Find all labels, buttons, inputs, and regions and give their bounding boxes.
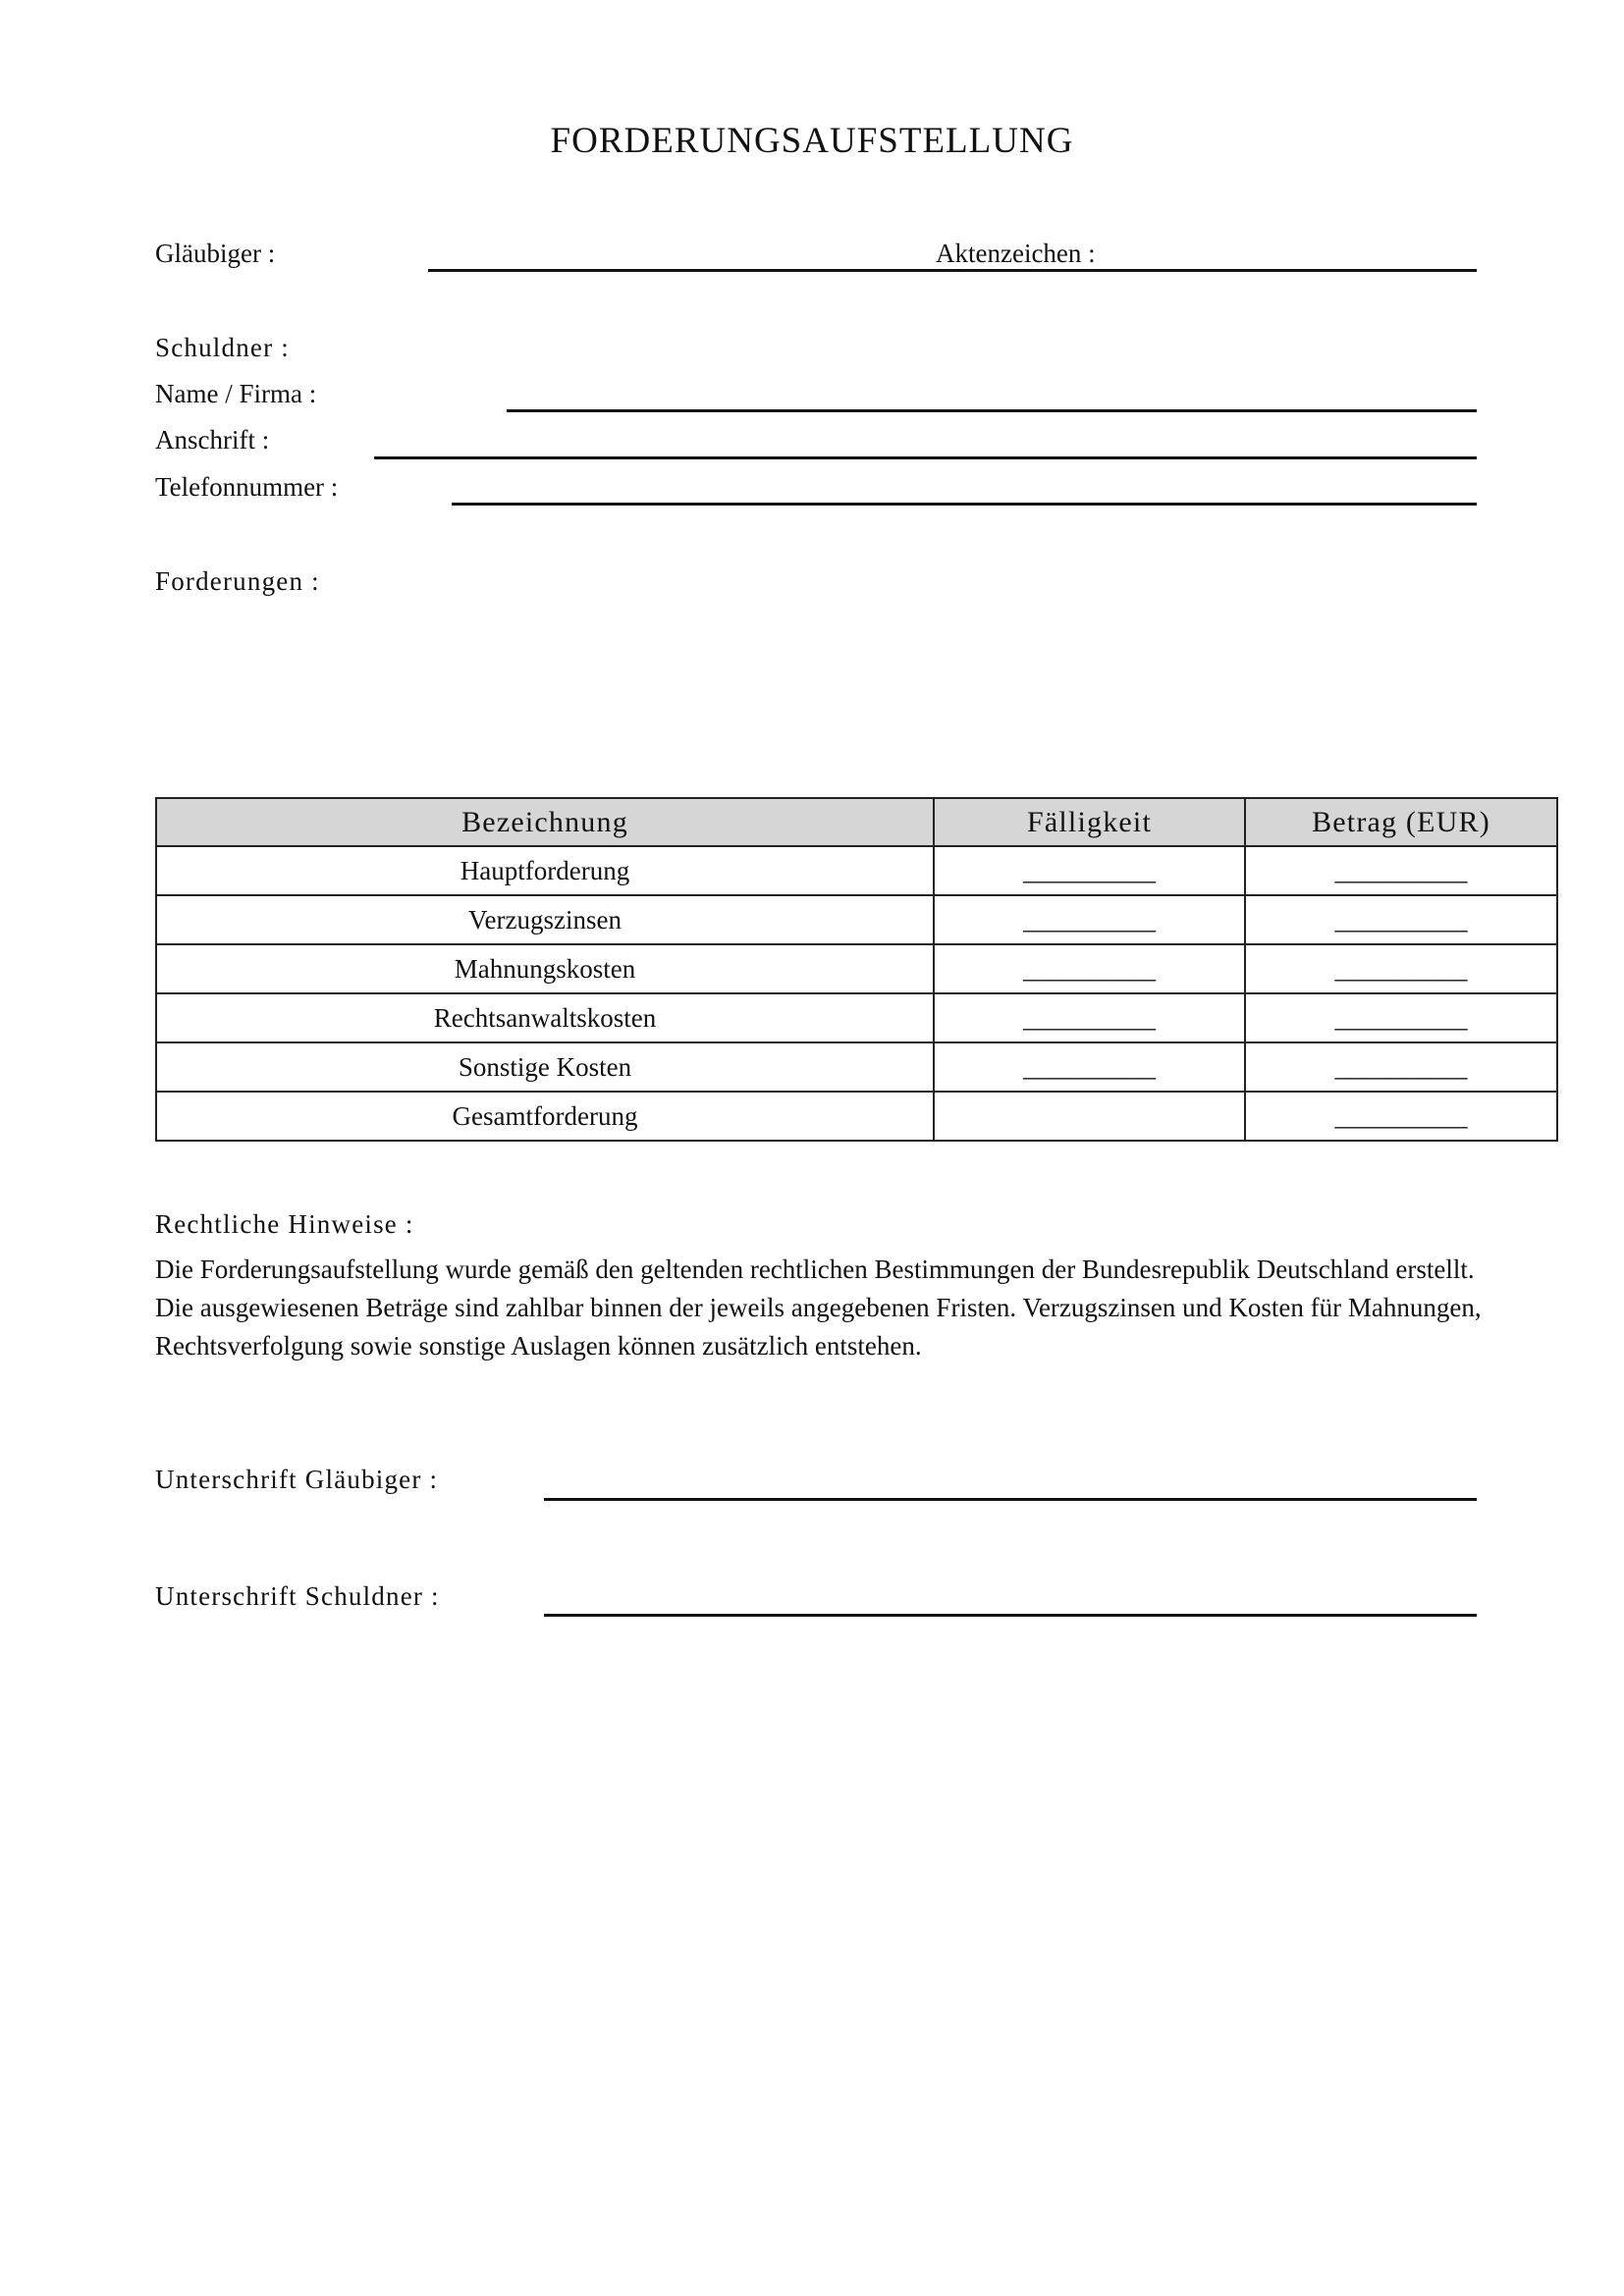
debtor-signature-line[interactable] — [544, 1614, 1477, 1617]
debtor-phone-label: Telefonnummer : — [155, 472, 339, 502]
claim-due-cell — [934, 1092, 1245, 1141]
debtor-address-field-line[interactable] — [374, 456, 1477, 459]
debtor-name-label: Name / Firma : — [155, 379, 317, 408]
legal-notes-text: Die Forderungsaufstellung wurde gemäß den geltenden rechtlichen Bestimmungen der Bundesrepublik Deutschland erstellt. Die ausgewiesenen Beträge sind zahlbar binnen der jeweils angegebenen Fristen. Verzugszinsen und Kosten für Mahnungen, Rechtsverfolgung sowie sonstige Auslagen können zusätzlich entstehen. — [155, 1255, 1482, 1361]
claims-section-label: Forderungen : — [155, 566, 320, 596]
document-title: FORDERUNGSAUFSTELLUNG — [550, 121, 1074, 161]
debtor-signature-label: Unterschrift Schuldner : — [155, 1581, 440, 1611]
creditor-label: Gläubiger : — [155, 239, 276, 268]
claims-header-row — [156, 798, 1557, 846]
creditor-signature-label: Unterschrift Gläubiger : — [155, 1465, 439, 1494]
table-row — [156, 895, 1557, 944]
claim-amount-cell[interactable]: __________ — [1245, 993, 1557, 1042]
file-number-label: Aktenzeichen : — [936, 239, 1096, 268]
claim-amount-cell[interactable]: __________ — [1245, 1092, 1557, 1141]
table-row — [156, 846, 1557, 895]
claim-due-cell[interactable]: __________ — [934, 846, 1245, 895]
claim-amount-cell[interactable]: __________ — [1245, 944, 1557, 993]
debtor-section-label: Schuldner : — [155, 333, 290, 362]
claim-name-cell: Mahnungskosten — [156, 944, 934, 993]
claim-name-cell: Gesamtforderung — [156, 1092, 934, 1141]
column-header-name: Bezeichnung — [156, 798, 934, 846]
claim-due-cell[interactable]: __________ — [934, 895, 1245, 944]
debtor-address-label: Anschrift : — [155, 425, 270, 454]
debtor-phone-field-line[interactable] — [452, 503, 1477, 506]
creditor-field-line[interactable] — [428, 269, 1477, 272]
column-header-amount: Betrag (EUR) — [1245, 798, 1557, 846]
table-row-total — [156, 1092, 1557, 1141]
claim-due-cell[interactable]: __________ — [934, 993, 1245, 1042]
legal-notes-label: Rechtliche Hinweise : — [155, 1209, 414, 1239]
table-row — [156, 944, 1557, 993]
claim-name-cell: Verzugszinsen — [156, 895, 934, 944]
table-row — [156, 993, 1557, 1042]
creditor-signature-line[interactable] — [544, 1498, 1477, 1501]
debtor-name-field-line[interactable] — [507, 409, 1477, 412]
claim-name-cell: Sonstige Kosten — [156, 1042, 934, 1092]
column-header-due: Fälligkeit — [934, 798, 1245, 846]
claim-amount-cell[interactable]: __________ — [1245, 895, 1557, 944]
table-row — [156, 1042, 1557, 1092]
claim-amount-cell[interactable]: __________ — [1245, 846, 1557, 895]
claim-amount-cell[interactable]: __________ — [1245, 1042, 1557, 1092]
claim-name-cell: Rechtsanwaltskosten — [156, 993, 934, 1042]
claim-name-cell: Hauptforderung — [156, 846, 934, 895]
claims-table — [155, 797, 1558, 1142]
claim-due-cell[interactable]: __________ — [934, 1042, 1245, 1092]
claim-due-cell[interactable]: __________ — [934, 944, 1245, 993]
